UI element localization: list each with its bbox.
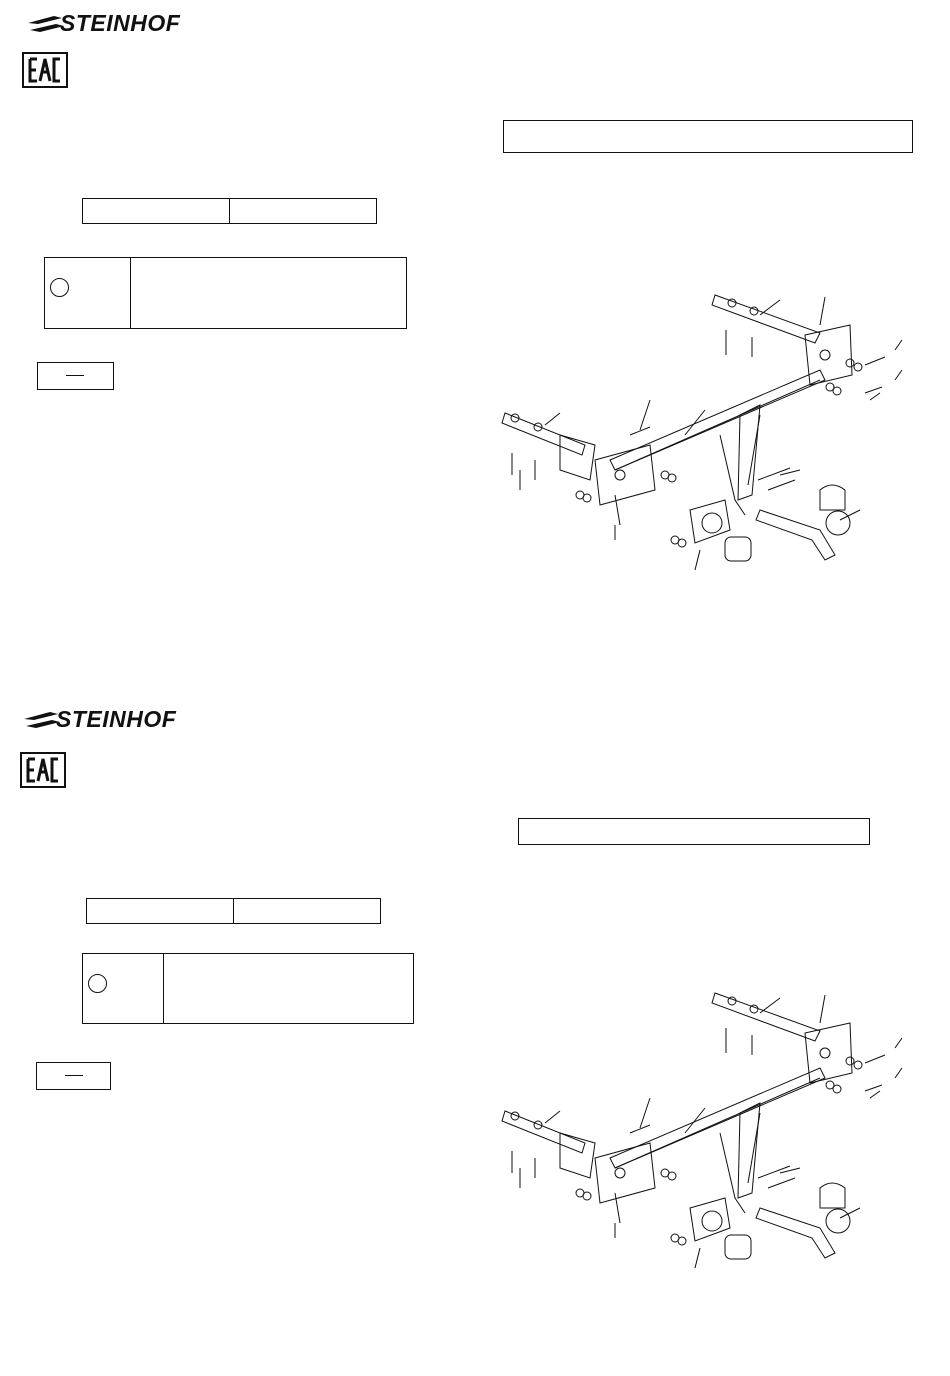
brand-name: STEINHOF — [60, 10, 181, 36]
code-cell-right — [233, 899, 380, 923]
eac-icon — [22, 754, 64, 786]
eac-mark — [22, 52, 68, 88]
code-cell-left — [87, 899, 233, 923]
load-info-box — [82, 953, 414, 1024]
model-title-box — [503, 120, 913, 153]
brand-logo — [26, 10, 191, 36]
eac-mark — [20, 752, 66, 788]
dash-line — [66, 375, 84, 376]
load-info-left — [83, 954, 164, 1023]
towbar-exploded-diagram — [490, 285, 920, 575]
dash-box — [37, 362, 114, 390]
circle-icon — [88, 974, 107, 993]
brand-name: STEINHOF — [56, 706, 177, 732]
load-info-right — [164, 954, 413, 1023]
sheet-top — [0, 0, 950, 676]
dash-box — [36, 1062, 111, 1090]
load-info-left — [45, 258, 131, 328]
brand-logo — [22, 706, 187, 732]
load-info-right — [131, 258, 406, 328]
sheet-bottom — [0, 700, 950, 1376]
eac-icon — [24, 54, 66, 86]
code-table — [86, 898, 381, 924]
code-cell-left — [83, 199, 229, 223]
code-cell-right — [229, 199, 376, 223]
model-title-box — [518, 818, 870, 845]
circle-icon — [50, 278, 69, 297]
load-info-box — [44, 257, 407, 329]
code-table — [82, 198, 377, 224]
dash-line — [65, 1075, 83, 1076]
towbar-exploded-diagram — [490, 983, 920, 1273]
